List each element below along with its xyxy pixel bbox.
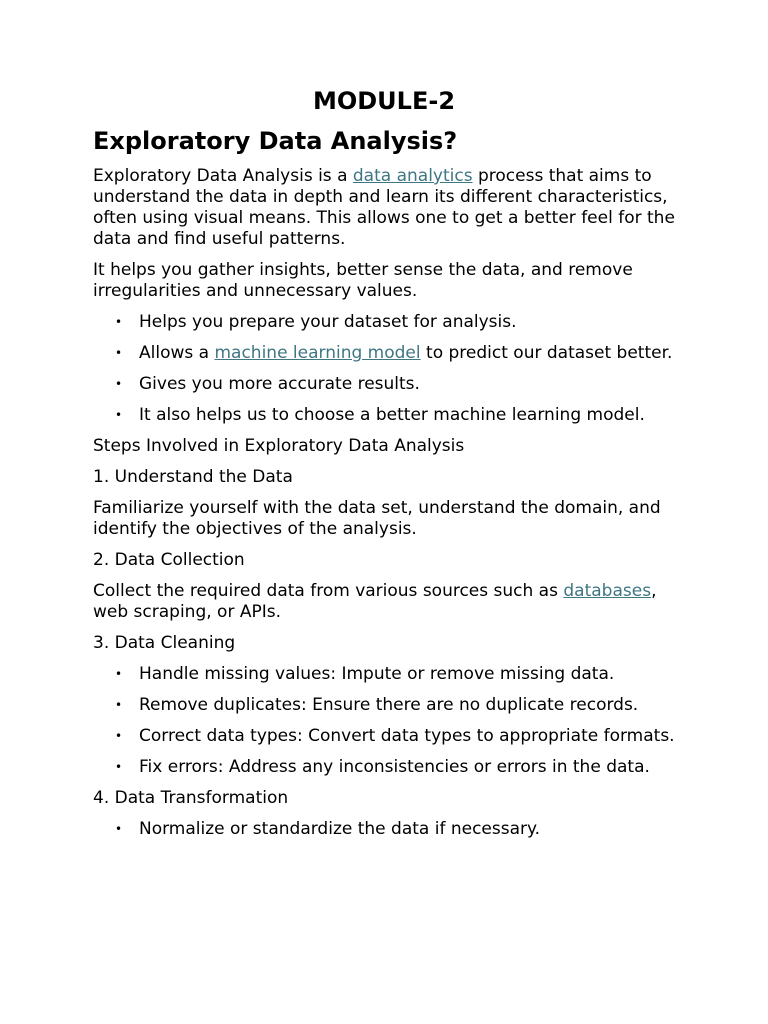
list-item-text-start: Allows a — [139, 343, 215, 363]
list-item-text: Handle missing values: Impute or remove missing data. — [139, 664, 615, 684]
list-item — [115, 726, 683, 747]
list-item-text: Helps you prepare your dataset for analysis. — [139, 312, 517, 332]
list-item — [115, 343, 683, 364]
step1-heading: 1. Understand the Data — [93, 467, 293, 487]
list-item-text: Gives you more accurate results. — [139, 374, 420, 394]
list-item-text: Fix errors: Address any inconsistencies or errors in the data. — [139, 757, 650, 777]
benefits-list — [93, 312, 683, 426]
intro-paragraph — [93, 166, 683, 250]
bullet-icon: • — [115, 698, 123, 712]
step3-heading: 3. Data Cleaning — [93, 633, 236, 653]
step2-text — [93, 581, 683, 623]
list-item-text: Remove duplicates: Ensure there are no duplicate records. — [139, 695, 639, 715]
bullet-icon: • — [115, 760, 123, 774]
list-item — [115, 312, 683, 333]
list-item-text-end: to predict our dataset better. — [420, 343, 673, 363]
bullet-icon: • — [115, 315, 123, 329]
document-body — [93, 126, 683, 850]
step2-text-end: , web scraping, or APIs. — [93, 581, 657, 622]
list-item — [115, 757, 683, 778]
step4-heading: 4. Data Transformation — [93, 788, 289, 808]
list-item — [115, 695, 683, 716]
bullet-icon: • — [115, 346, 123, 360]
step2-text-start: Collect the required data from various sources such as — [93, 581, 564, 601]
machine-learning-model-link[interactable]: machine learning model — [214, 343, 421, 363]
module-title: MODULE-2 — [312, 87, 456, 115]
list-item — [115, 664, 683, 685]
steps-heading: Steps Involved in Exploratory Data Analysis — [93, 436, 465, 456]
databases-link[interactable]: databases — [563, 581, 652, 601]
bullet-icon: • — [115, 822, 123, 836]
list-item-text: It also helps us to choose a better machine learning model. — [139, 405, 645, 425]
data-cleaning-list — [93, 664, 683, 778]
list-item — [115, 374, 683, 395]
bullet-icon: • — [115, 408, 123, 422]
intro-text-start: Exploratory Data Analysis is a — [93, 166, 353, 186]
step1-text: Familiarize yourself with the data set, understand the domain, and identify the objectives of the analysis. — [93, 498, 661, 539]
section-title: Exploratory Data Analysis? — [93, 127, 458, 155]
bullet-icon: • — [115, 729, 123, 743]
list-item-text: Normalize or standardize the data if necessary. — [139, 819, 541, 839]
step2-heading: 2. Data Collection — [93, 550, 245, 570]
bullet-icon: • — [115, 377, 123, 391]
bullet-icon: • — [115, 667, 123, 681]
list-item — [115, 405, 683, 426]
data-analytics-link[interactable]: data analytics — [352, 166, 473, 186]
insights-paragraph: It helps you gather insights, better sense the data, and remove irregularities and unnecessary values. — [93, 260, 633, 301]
list-item-text: Correct data types: Convert data types to appropriate formats. — [139, 726, 675, 746]
list-item — [115, 819, 683, 840]
intro-text-end: process that aims to understand the data in depth and learn its different characteristics, often using visual means. This allows one to get a better feel for the data and find useful patterns. — [93, 166, 675, 249]
data-transformation-list — [93, 819, 683, 840]
